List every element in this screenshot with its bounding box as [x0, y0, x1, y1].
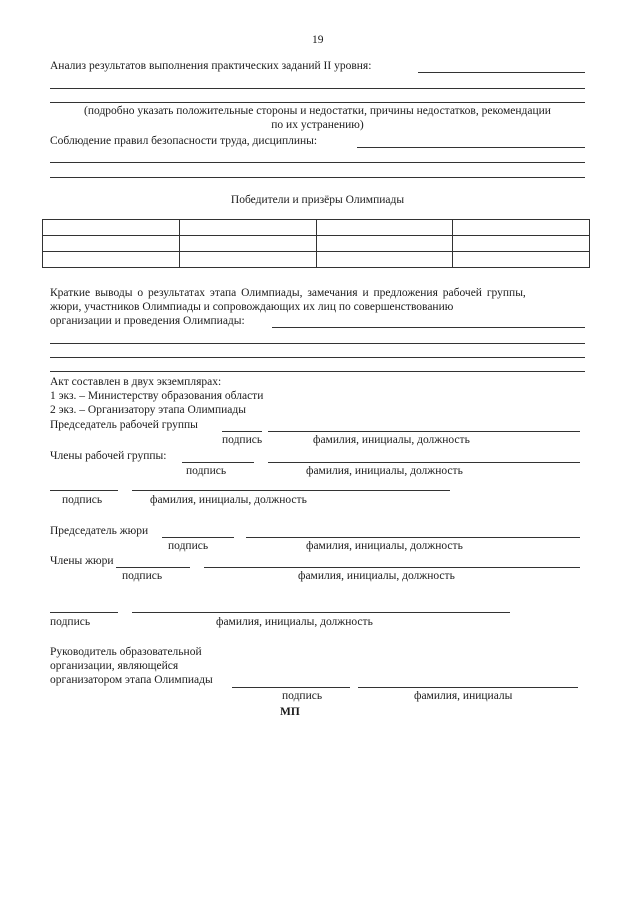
table-cell — [453, 220, 590, 236]
table-cell — [453, 236, 590, 252]
safety-label: Соблюдение правил безопасности труда, дисциплины: — [50, 135, 318, 147]
table-cell — [43, 236, 180, 252]
table-cell — [316, 220, 453, 236]
conclusions-text: Краткие выводы о результатах этапа Олимпиады, замечания и предложения рабочей группы, — [50, 287, 526, 299]
table-cell — [453, 252, 590, 268]
name-caption: фамилия, инициалы, должность — [306, 540, 463, 552]
name-caption: фамилия, инициалы — [414, 690, 513, 702]
analysis-fill-line — [50, 88, 585, 89]
table-cell — [179, 252, 316, 268]
name-caption: фамилия, инициалы, должность — [306, 465, 463, 477]
safety-fill-line — [50, 177, 585, 178]
name-line — [132, 490, 450, 491]
head-label: организации, являющейся — [50, 660, 179, 672]
signature-caption: подпись — [62, 494, 103, 506]
table-cell — [179, 220, 316, 236]
signature-caption: подпись — [122, 570, 163, 582]
table-row — [43, 252, 590, 268]
name-line — [358, 687, 578, 688]
name-caption: фамилия, инициалы, должность — [216, 616, 373, 628]
jury-chair-label: Председатель жюри — [50, 525, 149, 537]
name-line — [204, 567, 580, 568]
copy-2: 2 экз. – Организатору этапа Олимпиады — [50, 404, 246, 416]
winners-title: Победители и призёры Олимпиады — [230, 194, 405, 206]
signature-caption: подпись — [282, 690, 323, 702]
signature-line — [232, 687, 350, 688]
table-row — [43, 236, 590, 252]
table-row — [43, 220, 590, 236]
conclusions-text: организации и проведения Олимпиады: — [50, 315, 245, 327]
table-cell — [316, 236, 453, 252]
wg-members-label: Члены рабочей группы: — [50, 450, 167, 462]
name-line — [268, 431, 580, 432]
signature-caption: подпись — [50, 616, 91, 628]
name-caption: фамилия, инициалы, должность — [313, 434, 470, 446]
conclusions-fill-line — [50, 371, 585, 372]
name-line — [268, 462, 580, 463]
signature-line — [50, 612, 118, 613]
name-caption: фамилия, инициалы, должность — [150, 494, 307, 506]
table-cell — [179, 236, 316, 252]
copy-1: 1 экз. – Министерству образования области — [50, 390, 264, 402]
winners-table — [42, 219, 590, 268]
jury-members-label: Члены жюри — [50, 555, 114, 567]
act-title: Акт составлен в двух экземплярах: — [50, 376, 222, 388]
conclusions-fill-line — [50, 357, 585, 358]
signature-line — [222, 431, 262, 432]
table-cell — [43, 220, 180, 236]
name-line — [132, 612, 510, 613]
page-number: 19 — [312, 34, 324, 46]
signature-caption: подпись — [186, 465, 227, 477]
head-label: организатором этапа Олимпиады — [50, 674, 213, 686]
table-cell — [316, 252, 453, 268]
conclusions-fill-line — [50, 343, 585, 344]
signature-line — [182, 462, 254, 463]
signature-line — [116, 567, 190, 568]
signature-caption: подпись — [222, 434, 263, 446]
conclusions-text: жюри, участников Олимпиады и сопровождающих их лиц по совершенствованию — [50, 301, 454, 313]
head-label: Руководитель образовательной — [50, 646, 202, 658]
signature-caption: подпись — [168, 540, 209, 552]
analysis-note: по их устранению) — [271, 119, 364, 131]
signature-line — [50, 490, 118, 491]
analysis-fill-line — [50, 102, 585, 103]
table-cell — [43, 252, 180, 268]
name-line — [246, 537, 580, 538]
analysis-level2-label: Анализ результатов выполнения практических заданий II уровня: — [50, 60, 372, 72]
analysis-fill-line — [418, 72, 585, 73]
safety-fill-line — [357, 147, 585, 148]
conclusions-fill-line — [272, 327, 585, 328]
stamp-label: МП — [280, 706, 300, 718]
analysis-note: (подробно указать положительные стороны и недостатки, причины недостатков, рекомендации — [84, 105, 551, 117]
safety-fill-line — [50, 162, 585, 163]
wg-chair-label: Председатель рабочей группы — [50, 419, 198, 431]
signature-line — [162, 537, 234, 538]
name-caption: фамилия, инициалы, должность — [298, 570, 455, 582]
